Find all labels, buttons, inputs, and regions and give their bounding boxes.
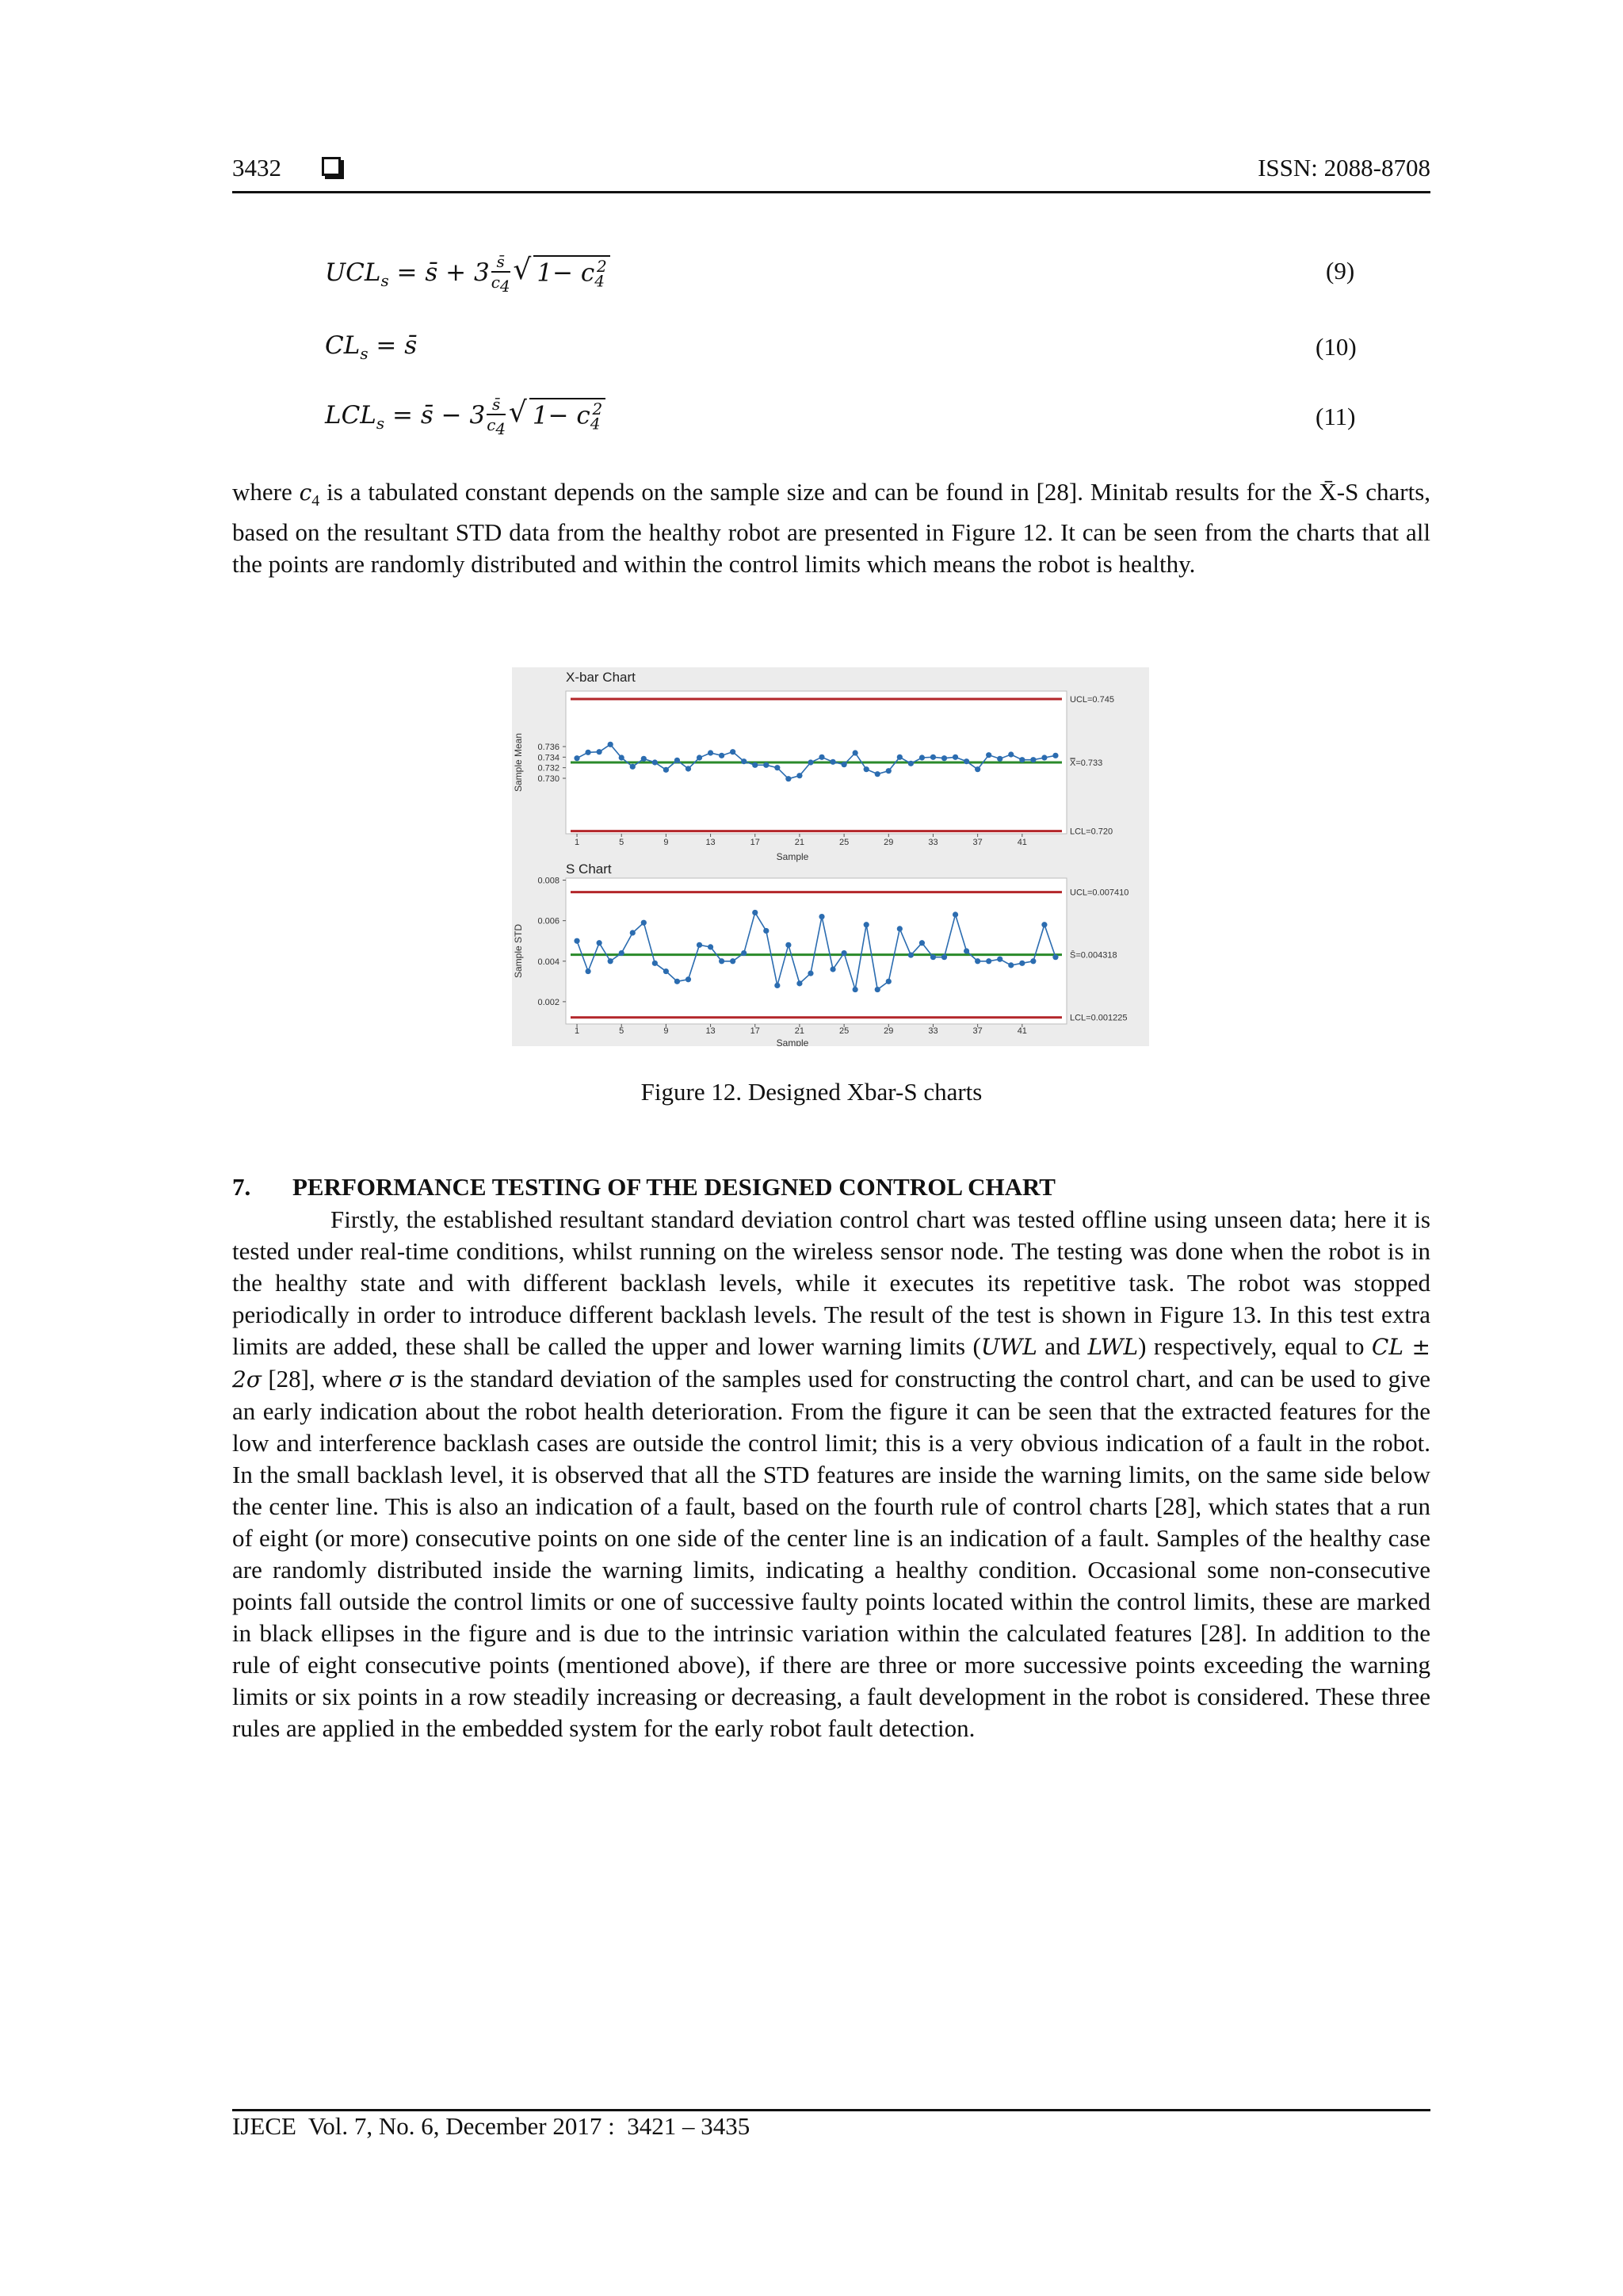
data-point-2-19: [774, 983, 780, 988]
data-point-1-9: [663, 767, 669, 773]
data-point-2-4: [608, 958, 613, 964]
data-point-2-40: [1008, 962, 1014, 968]
x-tick-label-1-6: 21: [794, 838, 805, 847]
data-point-2-28: [875, 987, 880, 992]
data-point-1-20: [785, 776, 791, 781]
equation-11: $LCL_s$ = s̄ − 3 $\frac{s̄}{c_4}$ √ $1- c_4^2$ (11): [325, 395, 1363, 442]
data-point-1-40: [1008, 751, 1014, 757]
data-point-1-42: [1030, 757, 1036, 762]
data-point-1-23: [819, 755, 824, 760]
eq10-sub: s: [360, 344, 369, 364]
data-point-2-11: [685, 976, 691, 982]
data-point-2-14: [719, 958, 724, 964]
y-tick-label-1-4: 0.730: [537, 774, 559, 784]
p2-sigma: σ: [388, 1366, 404, 1392]
p2-uwl: UWL: [980, 1334, 1037, 1360]
footer-text: IJECE Vol. 7, No. 6, December 2017 : 3421 – 3435: [232, 2112, 750, 2140]
chart-title-1: X-bar Chart: [566, 670, 636, 685]
footer-rule: [232, 2109, 1430, 2111]
data-point-1-27: [864, 766, 869, 772]
eq9-lhs: UCL: [325, 258, 381, 287]
data-point-1-17: [752, 762, 758, 768]
data-point-1-13: [708, 750, 713, 755]
control-label-2-1: UCL=0.007410: [1070, 888, 1129, 898]
data-point-1-12: [697, 755, 702, 760]
data-point-2-36: [964, 948, 969, 953]
x-tick-label-1-3: 9: [663, 838, 669, 847]
data-point-1-8: [652, 759, 658, 765]
data-point-1-7: [641, 756, 647, 762]
data-point-1-43: [1041, 755, 1047, 760]
data-point-1-35: [953, 755, 958, 760]
data-point-2-7: [641, 920, 647, 926]
p2-cl-expr: CL ± 2σ: [232, 1334, 1430, 1392]
chart-title-2: S Chart: [566, 861, 612, 877]
page-number: 3432: [232, 154, 281, 181]
data-point-2-3: [597, 940, 602, 946]
x-tick-label-1-2: 5: [619, 838, 624, 847]
data-point-2-38: [986, 958, 991, 964]
figure-12: [512, 667, 1149, 1046]
data-point-2-23: [819, 914, 824, 919]
data-point-1-31: [908, 761, 914, 766]
data-point-2-33: [930, 954, 936, 960]
data-point-1-30: [897, 755, 903, 760]
data-point-1-10: [674, 758, 680, 763]
x-tick-label-2-3: 9: [663, 1026, 669, 1036]
data-point-1-41: [1019, 757, 1025, 762]
x-tick-label-1-1: 1: [574, 838, 580, 847]
y-tick-label-2-2: 0.006: [537, 916, 559, 926]
control-label-2-2: S̄=0.004318: [1070, 950, 1117, 961]
equation-9: $UCL_s$ = s̄ + 3 $\frac{s̄}{c_4}$ √ $1- c_4^2$ (9): [325, 252, 1363, 300]
p1-c4: c: [299, 479, 312, 506]
p2-lwl: LWL: [1087, 1334, 1139, 1360]
section-title: PERFORMANCE TESTING OF THE DESIGNED CONTROL CHART: [292, 1173, 1056, 1201]
data-point-2-8: [652, 961, 658, 966]
data-point-2-30: [897, 926, 903, 931]
x-tick-label-1-7: 25: [838, 838, 850, 847]
section-number: 7.: [232, 1173, 251, 1201]
data-point-1-26: [853, 750, 858, 755]
p2-part2: ) respectively, equal to: [1138, 1332, 1372, 1360]
data-point-1-18: [763, 762, 769, 768]
data-point-2-10: [674, 979, 680, 984]
data-point-1-1: [574, 755, 579, 761]
eq10-number: (10): [1316, 333, 1357, 361]
equation-10: $CL_s$ = s̄ (10): [325, 331, 1357, 364]
x-tick-label-1-9: 33: [928, 838, 938, 847]
x-tick-label-2-4: 13: [705, 1026, 716, 1036]
data-point-2-44: [1052, 954, 1058, 960]
eq11-sub: s: [376, 414, 385, 434]
y-axis-label-2: Sample STD: [513, 923, 524, 979]
data-point-1-44: [1052, 753, 1058, 758]
data-point-1-36: [964, 758, 969, 764]
control-label-1-3: LCL=0.720: [1070, 827, 1113, 837]
data-point-2-43: [1041, 922, 1047, 927]
data-point-2-24: [830, 966, 835, 972]
data-point-2-22: [808, 971, 813, 976]
header-rule: [232, 191, 1430, 193]
p1-pre: where: [232, 478, 300, 506]
data-point-1-22: [808, 759, 813, 765]
plot-area-2: [566, 878, 1067, 1024]
data-point-2-16: [741, 950, 747, 956]
data-point-1-32: [919, 755, 925, 760]
x-tick-label-2-1: 1: [574, 1026, 580, 1036]
x-tick-label-1-11: 41: [1017, 838, 1027, 847]
x-tick-label-2-10: 37: [972, 1026, 983, 1036]
y-axis-label-1: Sample Mean: [513, 732, 524, 793]
y-tick-label-2-1: 0.008: [537, 876, 559, 886]
y-tick-label-2-4: 0.002: [537, 997, 559, 1007]
data-point-2-21: [796, 980, 802, 986]
data-point-2-17: [752, 910, 758, 915]
y-tick-label-2-3: 0.004: [537, 957, 559, 967]
y-tick-label-1-1: 0.736: [537, 743, 559, 752]
x-tick-label-2-2: 5: [619, 1026, 624, 1036]
data-point-2-13: [708, 944, 713, 949]
data-point-1-34: [941, 755, 947, 761]
section-heading: [232, 1173, 1056, 1201]
data-point-1-16: [741, 758, 747, 764]
data-point-1-21: [796, 773, 802, 778]
control-label-1-2: X̿=0.733: [1070, 758, 1103, 768]
x-axis-label-2: Sample: [776, 1037, 809, 1046]
data-point-2-35: [953, 911, 958, 917]
data-point-2-9: [663, 968, 669, 974]
eq9-number: (9): [1326, 257, 1355, 285]
data-point-2-42: [1030, 958, 1036, 964]
data-point-1-25: [842, 762, 847, 767]
eq11-number: (11): [1316, 403, 1356, 430]
data-point-2-39: [997, 957, 1002, 962]
x-tick-label-1-4: 13: [705, 838, 716, 847]
data-point-1-4: [608, 742, 613, 747]
data-point-2-26: [853, 987, 858, 992]
data-point-2-32: [919, 940, 925, 946]
x-tick-label-1-5: 17: [750, 838, 760, 847]
eq9-sign: +: [445, 258, 467, 287]
x-tick-label-1-10: 37: [972, 838, 983, 847]
control-label-2-3: LCL=0.001225: [1070, 1013, 1128, 1023]
data-point-1-28: [875, 771, 880, 777]
square-bullet-icon: [322, 157, 341, 176]
figure-caption: Figure 12. Designed Xbar-S charts: [640, 1078, 983, 1106]
data-point-2-20: [785, 942, 791, 948]
paragraph-2: [232, 1204, 1430, 1744]
data-point-1-2: [585, 750, 590, 755]
issn: ISSN: 2088-8708: [1258, 154, 1430, 181]
data-point-2-41: [1019, 961, 1025, 966]
data-point-2-31: [908, 953, 914, 958]
y-tick-label-1-3: 0.732: [537, 763, 559, 774]
data-point-1-39: [997, 756, 1002, 762]
data-point-2-27: [864, 922, 869, 927]
xbar-s-chart: [512, 667, 1149, 1046]
x-tick-label-2-8: 29: [884, 1026, 894, 1036]
data-point-1-14: [719, 753, 724, 758]
data-point-2-25: [842, 950, 847, 956]
data-point-2-1: [574, 938, 579, 944]
eq9-sub: s: [380, 271, 389, 291]
paragraph-1: [232, 476, 1430, 580]
data-point-1-3: [597, 749, 602, 755]
data-point-1-38: [986, 752, 991, 758]
data-point-2-15: [730, 958, 735, 964]
data-point-1-37: [975, 766, 980, 772]
data-point-2-18: [763, 928, 769, 934]
data-point-1-11: [685, 766, 691, 771]
data-point-2-37: [975, 958, 980, 964]
data-point-2-29: [886, 979, 892, 984]
data-point-1-33: [930, 755, 936, 760]
eq10-lhs: CL: [325, 331, 361, 360]
p2-part4: is the standard deviation of the samples used for constructing the control chart, and can be used to give an early indication about the robot health deterioration. From the figure it can be seen that the extracted features for the low and interference backlash cases are outside the control limit; this is a very obvious indication of a fault in the robot. In the small backlash level, it is observed that all the STD features are inside the warning limits, on the same side below the center line. This is also an indication of a fault, based on the fourth rule of control charts [28], which states that a run of eight (or more) consecutive points on one side of the center line is an indication of a fault. Samples of the healthy case are randomly distributed inside the warning limits, indicating a healthy condition. Occasional some non-consecutive points fall outside the control limits or one of successive faulty points located within the control limits, these are marked in black ellipses in the figure and is due to the intrinsic variation within the calculated features [28]. In addition to the rule of eight consecutive points (mentioned above), if there are three or more successive points exceeding the warning limits or six points in a row steadily increasing or decreasing, a fault development in the robot is considered. These three rules are applied in the embedded system for the early robot fault detection.: [232, 1365, 1430, 1742]
p2-part3: [28], where: [261, 1365, 389, 1392]
data-point-1-15: [730, 749, 735, 755]
data-point-2-6: [630, 930, 636, 935]
data-point-1-24: [830, 759, 835, 765]
x-tick-label-2-11: 41: [1017, 1026, 1027, 1036]
x-axis-label-1: Sample: [776, 851, 809, 862]
data-point-1-19: [774, 765, 780, 770]
x-tick-label-2-6: 21: [794, 1026, 805, 1036]
control-label-1-1: UCL=0.745: [1070, 695, 1114, 705]
data-point-2-5: [619, 950, 624, 956]
data-point-1-6: [630, 764, 636, 770]
x-tick-label-2-9: 33: [928, 1026, 938, 1036]
p1-c4-sub: 4: [311, 492, 320, 510]
data-point-2-34: [941, 954, 947, 960]
data-point-2-12: [697, 942, 702, 948]
x-tick-label-2-7: 25: [838, 1026, 850, 1036]
p1-post: is a tabulated constant depends on the sample size and can be found in [28]. Minitab results for the X̄-S charts, based on the resultant STD data from the healthy robot are presented in Figure 12. It can be seen from the charts that all the points are randomly distributed and within the control limits which means the robot is healthy.: [232, 478, 1431, 579]
x-tick-label-1-8: 29: [884, 838, 894, 847]
x-tick-label-2-5: 17: [750, 1026, 760, 1036]
p2-and: and: [1037, 1332, 1088, 1360]
data-point-1-29: [886, 768, 892, 774]
p2-part1: Firstly, the established resultant standard deviation control chart was tested offline using unseen data; here it is tested under real-time conditions, whilst running on the wireless sensor node. The testing was done when the robot is in the healthy state and with different backlash levels, while it executes its repetitive task. The robot was stopped periodically in order to introduce different backlash levels. The result of the test is shown in Figure 13. In this test extra limits are added, these shall be called the upper and lower warning limits (: [232, 1205, 1430, 1360]
y-tick-label-1-2: 0.734: [537, 753, 559, 763]
data-point-2-2: [585, 968, 590, 974]
eq11-sign: −: [441, 401, 462, 430]
eq11-lhs: LCL: [325, 401, 376, 430]
data-point-1-5: [619, 755, 624, 760]
